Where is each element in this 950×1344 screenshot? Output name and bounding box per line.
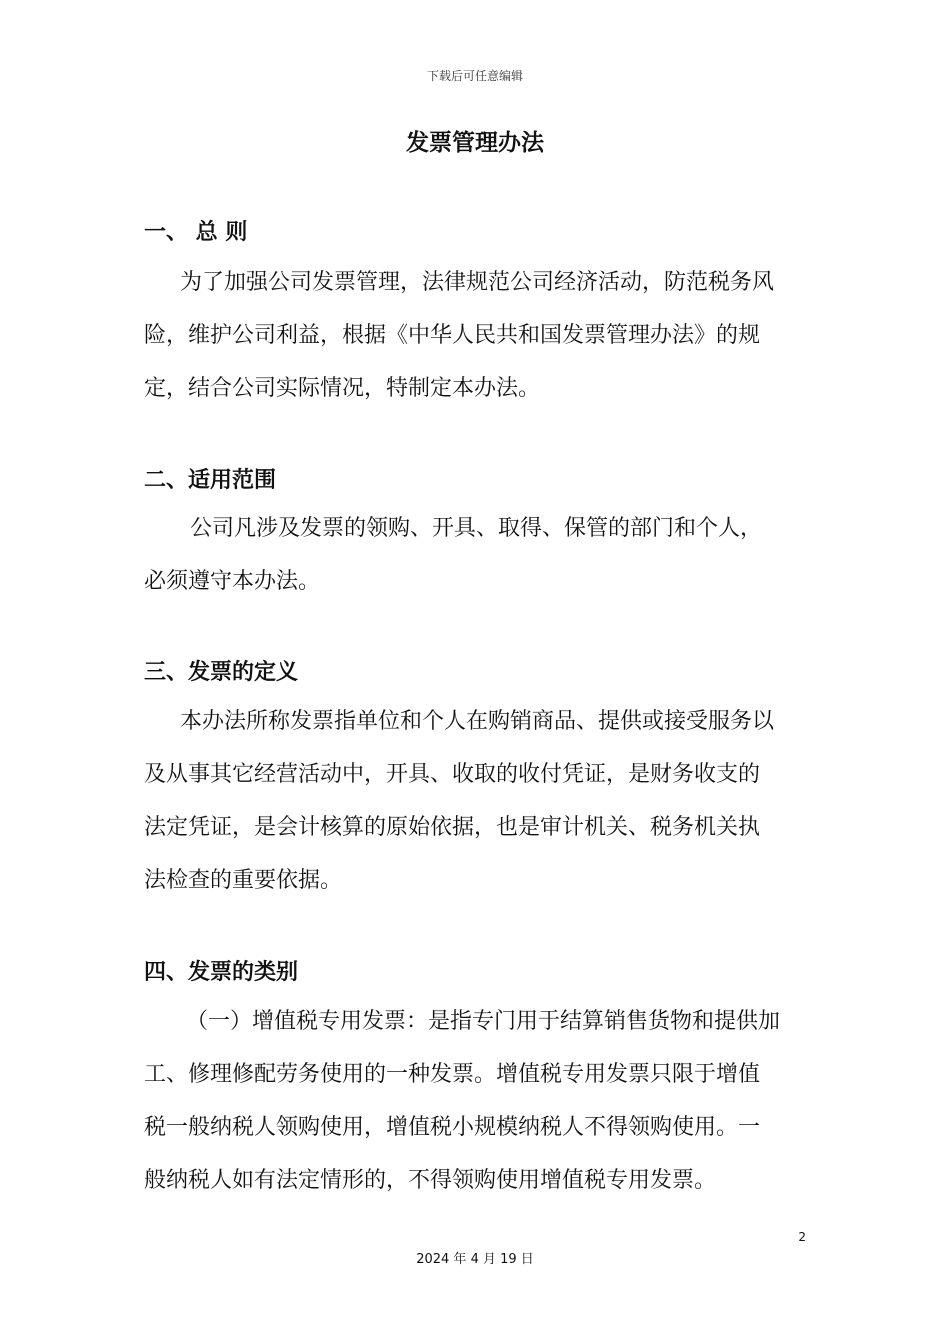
paragraph-line: （一）增值税专用发票：是指专门用于结算销售货物和提供加 [186,1009,781,1034]
paragraph-line: 般纳税人如有法定情形的，不得领购使用增值税专用发票。 [144,1168,717,1193]
paragraph-line: 必须遵守本办法。 [144,569,321,594]
paragraph-line: 险，维护公司利益，根据《中华人民共和国发票管理办法》的规 [144,323,761,348]
paragraph-line: 公司凡涉及发票的领购、开具、取得、保管的部门和个人， [190,516,763,541]
paragraph-line: 工、修理修配劳务使用的一种发票。增值税专用发票只限于增值 [144,1062,761,1087]
paragraph-line: 法定凭证，是会计核算的原始依据，也是审计机关、税务机关执 [144,815,761,840]
paragraph-line: 定，结合公司实际情况，特制定本办法。 [144,376,541,401]
paragraph-line: 为了加强公司发票管理，法律规范公司经济活动，防范税务风 [180,270,775,295]
header-note: 下载后可任意编辑 [426,69,523,83]
section-heading-general: 一、 总 则 [144,220,248,245]
paragraph-line: 法检查的重要依据。 [144,868,343,893]
section-heading-scope: 二、适用范围 [144,468,277,493]
paragraph-line: 及从事其它经营活动中，开具、收取的收付凭证，是财务收支的 [144,762,761,787]
paragraph-line: 本办法所称发票指单位和个人在购销商品、提供或接受服务以 [180,709,775,734]
footer-date: 2024 年 4 月 19 日 [416,1252,534,1267]
paragraph-line: 税一般纳税人领购使用，增值税小规模纳税人不得领购使用。一 [144,1115,761,1140]
page-number: 2 [798,1230,806,1244]
section-heading-categories: 四、发票的类别 [144,960,299,985]
document-title: 发票管理办法 [406,130,544,156]
section-heading-definition: 三、发票的定义 [144,660,299,685]
